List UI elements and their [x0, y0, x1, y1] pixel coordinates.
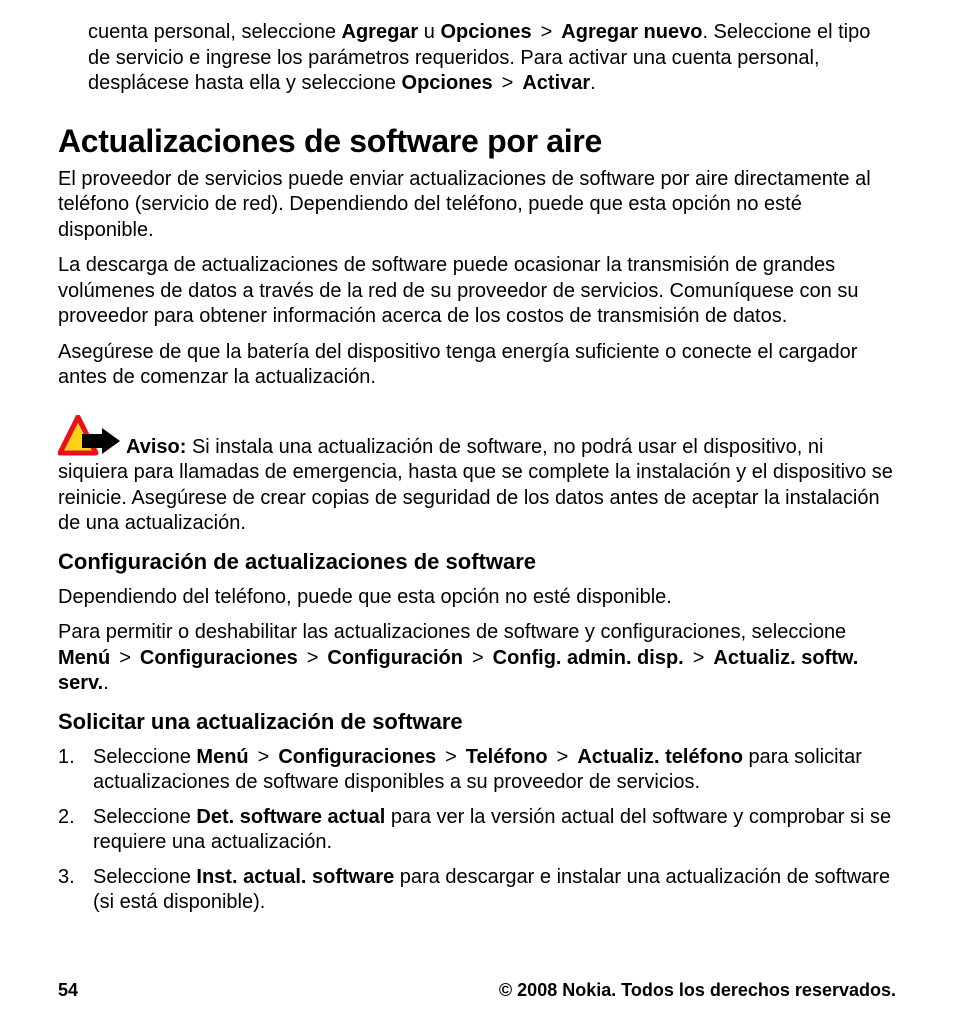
warning-label: Aviso: [126, 435, 187, 458]
page-footer [58, 980, 896, 1001]
copyright-notice: © 2008 Nokia. Todos los derechos reservados. [498, 980, 896, 1000]
list-text: Seleccione [93, 865, 197, 888]
list-number: 1. [58, 745, 75, 768]
path-separator: > [257, 745, 270, 768]
path-separator: > [119, 646, 131, 669]
list-text: para solicitar actualizaciones de software disponibles a su proveedor de servicios. [93, 745, 862, 793]
menu-path-agregar-nuevo: Agregar nuevo [561, 21, 703, 43]
menu-path-inst-software: Inst. actual. software [196, 865, 395, 888]
path-separator: > [692, 646, 705, 669]
list-item [58, 865, 898, 916]
path-separator: > [306, 646, 319, 669]
list-text: Seleccione [93, 805, 197, 828]
subsection-heading-config: Configuración de actualizaciones de software [58, 548, 536, 574]
paragraph: Asegúrese de que la batería del dispositivo tenga energía suficiente o conecte el cargador antes de comenzar la actualización. [58, 340, 858, 388]
list-text: Seleccione [93, 745, 197, 768]
list-item [58, 745, 898, 796]
paragraph: Dependiendo del teléfono, puede que esta opción no esté disponible. [58, 585, 672, 608]
page-number: 54 [58, 980, 79, 1000]
list-item [58, 805, 898, 856]
subsection-heading-request: Solicitar una actualización de software [58, 708, 463, 734]
path-separator: > [445, 745, 457, 768]
intro-text: cuenta personal, seleccione [88, 21, 342, 43]
intro-paragraph [88, 20, 898, 97]
intro-text: u [418, 21, 441, 43]
paragraph-text: Para permitir o deshabilitar las actualizaciones de software y configuraciones, seleccione [58, 621, 847, 643]
menu-path-activar: Activar [522, 72, 591, 94]
page-content [58, 20, 898, 925]
list-text: para ver la versión actual del software y comprobar si se requiere una actualización. [93, 805, 892, 853]
menu-path-config-admin: Config. admin. disp. [492, 646, 684, 669]
menu-path-actualiz-telefono: Actualiz. teléfono [577, 745, 743, 768]
intro-text: . Seleccione el tipo de servicio e ingrese los parámetros requeridos. Para activar una cuenta personal, desplácese hasta ella y seleccione [88, 21, 871, 94]
path-separator: > [540, 21, 553, 43]
menu-path-actualiz-softw: Actualiz. softw. serv. [58, 646, 859, 694]
list-text: para descargar e instalar una actualización de software (si está disponible). [93, 865, 891, 913]
paragraph: El proveedor de servicios puede enviar actualizaciones de software por aire directamente al teléfono (servicio de red). Dependiendo del teléfono, puede que esta opción no esté disponible. [58, 167, 871, 241]
warning-text: Si instala una actualización de software, no podrá usar el dispositivo, ni siquiera para llamadas de emergencia, hasta que se complete la instalación y el dispositivo se reinicie. Asegúrese de crear copias de seguridad de los datos antes de aceptar la instalación de una actualización. [58, 435, 893, 534]
menu-path-agregar: Agregar [341, 21, 419, 43]
paragraph-menu-path [58, 620, 898, 697]
menu-path-det-software: Det. software actual [196, 805, 386, 828]
list-number: 3. [58, 865, 75, 888]
warning-paragraph [58, 415, 898, 537]
warning-icon [58, 415, 122, 457]
menu-path-configuraciones: Configuraciones [139, 646, 298, 669]
intro-text: . [590, 72, 596, 94]
menu-path-configuracion: Configuración [327, 646, 463, 669]
path-separator: > [501, 72, 514, 94]
paragraph: La descarga de actualizaciones de software puede ocasionar la transmisión de grandes volúmenes de datos a través de la red de su proveedor de servicios. Comuníquese con su proveedor para obtener información acerca de los costos de transmisión de datos. [58, 254, 859, 327]
steps-list [58, 745, 898, 916]
paragraph-text: . [103, 672, 109, 694]
menu-path-menu: Menú [196, 745, 249, 768]
menu-path-configuraciones: Configuraciones [278, 745, 437, 768]
path-separator: > [471, 646, 484, 669]
path-separator: > [556, 745, 569, 768]
menu-path-menu: Menú [58, 646, 111, 669]
menu-path-telefono: Teléfono [465, 745, 548, 768]
menu-path-opciones: Opciones [401, 72, 493, 94]
menu-path-opciones: Opciones [440, 21, 532, 43]
list-number: 2. [58, 805, 75, 828]
section-heading-ota: Actualizaciones de software por aire [58, 122, 603, 159]
